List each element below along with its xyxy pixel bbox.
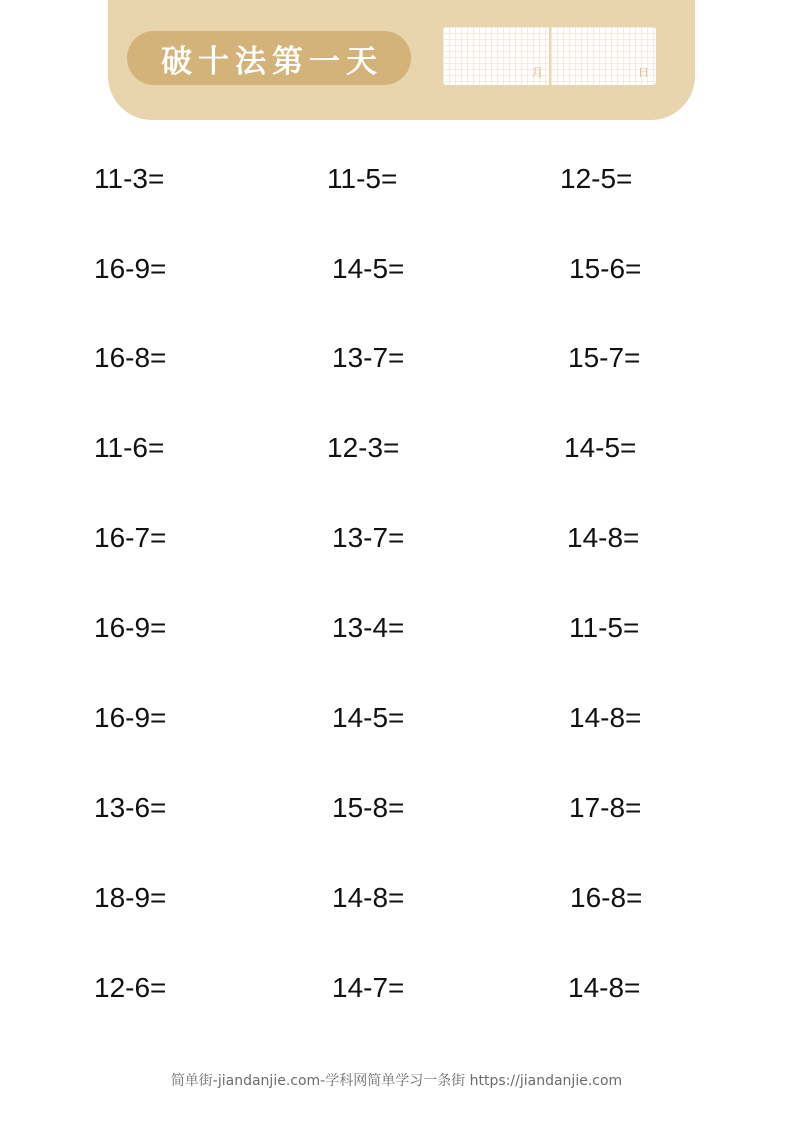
subtraction-problem: 14-8= [568,972,641,1003]
subtraction-problem: 14-5= [564,432,637,463]
subtraction-problem: 16-9= [94,253,167,284]
month-label: 月 [532,66,543,79]
subtraction-problem: 15-7= [568,342,641,373]
subtraction-problem: 14-8= [569,702,642,733]
subtraction-problem: 12-3= [327,432,400,463]
subtraction-problem: 12-5= [560,163,633,194]
subtraction-problem: 11-5= [327,163,398,194]
subtraction-problem: 13-7= [332,342,405,373]
page-title: 破十法第一天 [127,31,411,85]
subtraction-problem: 14-8= [567,522,640,553]
subtraction-problem: 13-4= [332,612,405,643]
date-divider [549,27,551,85]
footer-text: 简单街-jiandanjie.com-学科网简单学习一条街 https://jiandanjie.com [170,1073,623,1089]
subtraction-problem: 14-5= [332,253,405,284]
subtraction-problem: 13-7= [332,522,405,553]
subtraction-problem: 14-8= [332,882,405,913]
subtraction-problem: 17-8= [569,792,642,823]
subtraction-problem: 14-5= [332,702,405,733]
subtraction-problem: 11-5= [569,612,640,643]
subtraction-problem: 12-6= [94,972,167,1003]
subtraction-problem: 16-9= [94,612,167,643]
subtraction-problem: 14-7= [332,972,405,1003]
subtraction-problem: 15-6= [569,253,642,284]
day-label: 日 [638,66,649,79]
subtraction-problem: 16-8= [94,342,167,373]
subtraction-problem: 11-3= [94,163,165,194]
subtraction-problem: 11-6= [94,432,165,463]
subtraction-problem: 16-7= [94,522,167,553]
subtraction-problem: 16-9= [94,702,167,733]
subtraction-problem: 13-6= [94,792,167,823]
subtraction-problem: 15-8= [332,792,405,823]
subtraction-problem: 16-8= [570,882,643,913]
subtraction-problem: 18-9= [94,882,167,913]
